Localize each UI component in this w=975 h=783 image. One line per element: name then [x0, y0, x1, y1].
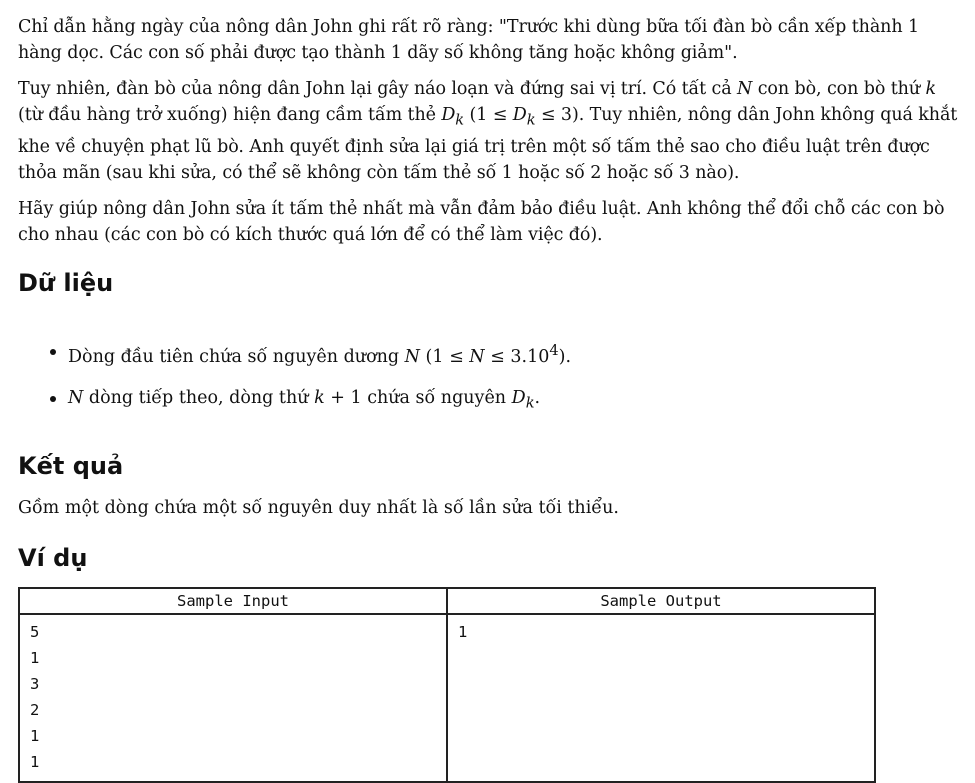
data-item-2	[18, 385, 963, 417]
sample-table	[18, 587, 876, 783]
math-d: D	[441, 105, 456, 125]
data-item-1-range-end: ≤ 3.10	[484, 346, 550, 367]
intro-text-2b: con bò, con bò thứ	[757, 79, 921, 99]
data-item-2-var-k: k	[314, 388, 325, 409]
data-item-2-sub: k	[525, 394, 535, 412]
math-range-close: ≤ 3).	[535, 105, 585, 125]
sample-input-line: 2	[30, 700, 40, 719]
data-item-1-close: ).	[558, 346, 572, 367]
math-range-sub: k	[526, 111, 536, 129]
math-var-dk	[441, 105, 465, 129]
math-var-n: N	[737, 79, 753, 99]
data-list	[18, 338, 963, 417]
sample-input-cell	[19, 614, 447, 782]
intro-text-2d: Tuy nhiên, nông dân John không quá khắt khe về chuyện phạt lũ bò. Anh quyết định sửa lại giá trị trên một số tấm thẻ sao cho điều luật trên được thỏa mãn (sau khi sửa, có thể sẽ không còn tấm thẻ số 1 hoặc số 2 hoặc số 3 nào).	[18, 105, 958, 183]
sample-input-line: 1	[30, 648, 40, 667]
result-description: Gồm một dòng chứa một số nguyên duy nhất là số lần sửa tối thiểu.	[18, 497, 619, 518]
intro-text-1: Chỉ dẫn hằng ngày của nông dân John ghi rất rõ ràng: "Trước khi dùng bữa tối đàn bò cần xếp thành 1 hàng dọc. Các con số phải được tạo thành 1 dãy số không tăng hoặc không giảm".	[18, 17, 919, 63]
math-range-var	[512, 105, 536, 129]
intro-paragraph-2	[18, 76, 963, 186]
bullet-icon	[50, 349, 56, 355]
intro-paragraph-3	[18, 196, 963, 248]
heading-data: Dữ liệu	[18, 268, 114, 297]
math-var-k: k	[925, 79, 936, 99]
data-item-1	[18, 338, 963, 370]
data-item-2-end: .	[534, 388, 541, 409]
data-item-2-var-dk	[511, 388, 535, 412]
math-range-d: D	[512, 105, 527, 125]
data-item-2-plus: + 1	[330, 388, 362, 409]
intro-text-2c: (từ đầu hàng trở xuống) hiện đang cầm tấm thẻ	[18, 105, 436, 125]
math-d-sub: k	[455, 111, 465, 129]
sample-output-line: 1	[458, 622, 468, 641]
sample-input-line: 1	[30, 726, 40, 745]
intro-text-2a: Tuy nhiên, đàn bò của nông dân John lại gây náo loạn và đứng sai vị trí. Có tất cả	[18, 79, 732, 99]
intro-paragraph-1	[18, 14, 963, 66]
data-item-1-text: Dòng đầu tiên chứa số nguyên dương	[68, 346, 400, 367]
sample-output-header: Sample Output	[447, 588, 875, 614]
data-item-2-text-a: dòng tiếp theo, dòng thứ	[88, 388, 309, 409]
sample-output-cell	[447, 614, 875, 782]
data-item-1-range: (1 ≤	[425, 346, 470, 367]
problem-statement	[18, 14, 963, 783]
data-item-2-var-n: N	[68, 388, 84, 409]
data-item-1-range-var: N	[469, 346, 485, 367]
math-range-open: (1 ≤	[469, 105, 513, 125]
sample-input-header: Sample Input	[19, 588, 447, 614]
sample-input-line: 1	[30, 752, 40, 771]
data-item-1-var: N	[404, 346, 420, 367]
sample-input-line: 3	[30, 674, 40, 693]
data-item-2-d: D	[511, 388, 526, 409]
sample-input-line: 5	[30, 622, 40, 641]
bullet-icon	[50, 396, 56, 402]
intro-text-3: Hãy giúp nông dân John sửa ít tấm thẻ nhất mà vẫn đảm bảo điều luật. Anh không thể đổi chỗ các con bò cho nhau (các con bò có kích thước quá lớn để có thể làm việc đó).	[18, 198, 945, 245]
heading-example: Ví dụ	[18, 543, 88, 572]
data-item-1-exp: 4	[549, 341, 559, 359]
data-item-2-text-b: chứa số nguyên	[367, 388, 507, 409]
heading-result: Kết quả	[18, 451, 124, 480]
